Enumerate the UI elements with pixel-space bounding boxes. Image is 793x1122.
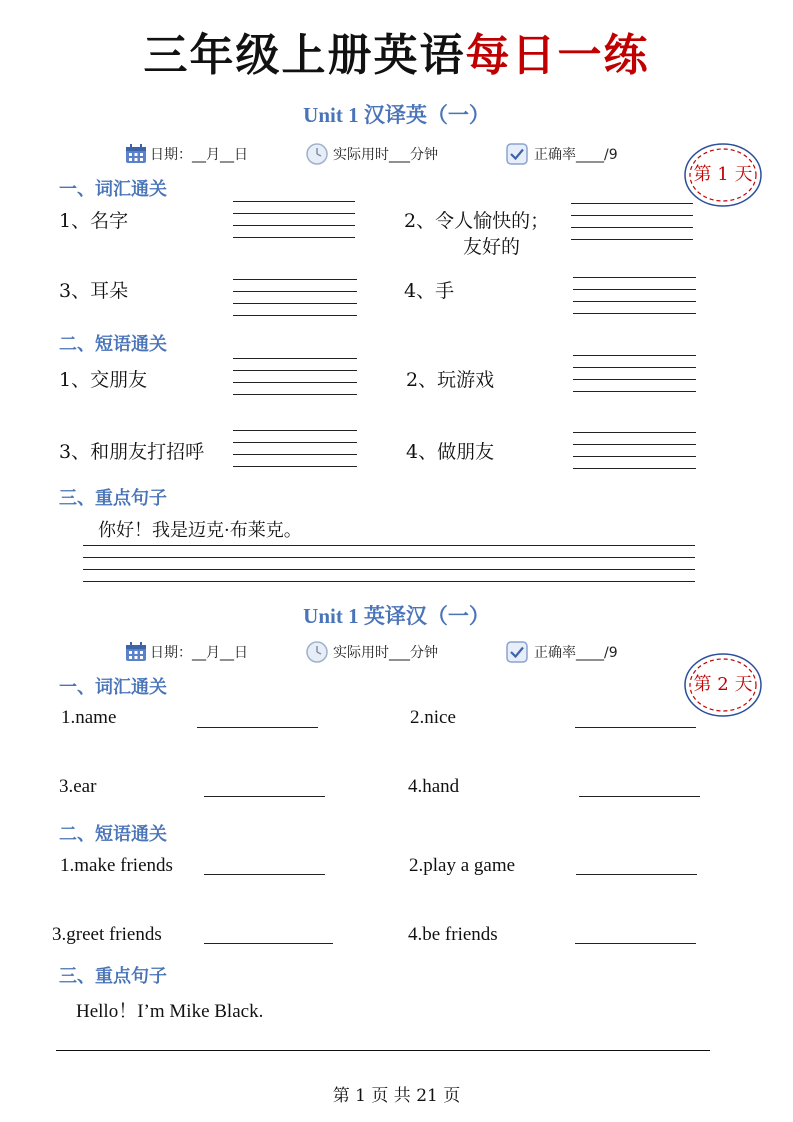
vocab-item-en-4: 4.hand	[408, 776, 460, 797]
answer-line-phrase-en-4[interactable]	[575, 943, 696, 944]
vocab-item-3: 3、耳朵	[59, 280, 129, 302]
time-label-1: 实际用时___分钟	[333, 147, 438, 163]
date-label-2: 日期：__月__日	[150, 645, 248, 661]
checkbox-icon	[506, 143, 528, 165]
phrase-item-en-2: 2.play a game	[409, 855, 516, 876]
phrase-item-4: 4、做朋友	[406, 441, 495, 463]
stamp-label-1: 第 1 天	[693, 164, 753, 185]
sentence-prompt-2: Hello！I’m Mike Black.	[76, 1001, 264, 1022]
section-heading-sentence-2: 三、重点句子	[59, 966, 167, 987]
answer-line-sentence-2[interactable]	[56, 1050, 710, 1051]
answer-line-en-4[interactable]	[579, 796, 700, 797]
date-field-1	[125, 144, 248, 164]
time-field-2	[306, 641, 438, 663]
calendar-icon	[125, 144, 147, 164]
calendar-icon	[125, 642, 147, 662]
section-heading-vocab-1: 一、词汇通关	[59, 179, 167, 200]
answer-line-phrase-en-1[interactable]	[204, 874, 325, 875]
accuracy-field-2	[506, 641, 618, 663]
clock-icon	[306, 143, 328, 165]
title-main: 三年级上册英语	[143, 30, 466, 81]
section-heading-vocab-2: 一、词汇通关	[59, 677, 167, 698]
time-field-1	[306, 143, 438, 165]
section-heading-phrase-1: 二、短语通关	[59, 334, 167, 355]
page-title	[0, 30, 793, 82]
answer-line-en-3[interactable]	[204, 796, 325, 797]
section-heading-sentence-1: 三、重点句子	[59, 488, 167, 509]
vocab-item-en-3: 3.ear	[59, 776, 97, 797]
date-field-2	[125, 642, 248, 662]
answer-line-phrase-en-3[interactable]	[204, 943, 333, 944]
vocab-item-2-cont: 友好的	[463, 236, 521, 258]
stamp-label-2: 第 2 天	[693, 674, 753, 695]
vocab-item-2: 2、令人愉快的；	[404, 210, 550, 232]
phrase-item-en-4: 4.be friends	[408, 924, 498, 945]
answer-line-en-1[interactable]	[197, 727, 318, 728]
phrase-item-en-3: 3.greet friends	[52, 924, 162, 945]
vocab-item-4: 4、手	[404, 280, 455, 302]
section-heading-phrase-2: 二、短语通关	[59, 824, 167, 845]
time-label-2: 实际用时___分钟	[333, 645, 438, 661]
vocab-item-en-1: 1.name	[61, 707, 117, 728]
vocab-item-en-2: 2.nice	[410, 707, 456, 728]
unit-title-2: Unit 1 英译汉（一）	[303, 604, 490, 628]
clock-icon	[306, 641, 328, 663]
phrase-item-1: 1、交朋友	[59, 369, 148, 391]
checkbox-icon	[506, 641, 528, 663]
unit-title-1: Unit 1 汉译英（一）	[303, 103, 490, 127]
phrase-item-3: 3、和朋友打招呼	[59, 441, 205, 463]
accuracy-label-2: 正确率____/9	[534, 645, 618, 661]
page-footer: 第 1 页 共 21 页	[332, 1086, 461, 1106]
answer-line-phrase-en-2[interactable]	[576, 874, 697, 875]
accuracy-label-1: 正确率____/9	[534, 147, 618, 163]
answer-line-en-2[interactable]	[575, 727, 696, 728]
date-label-1: 日期：__月__日	[150, 147, 248, 163]
phrase-item-en-1: 1.make friends	[60, 855, 173, 876]
title-accent: 每日一练	[465, 30, 650, 81]
accuracy-field-1	[506, 143, 618, 165]
sentence-prompt-1: 你好！我是迈克·布莱克。	[98, 520, 302, 541]
phrase-item-2: 2、玩游戏	[406, 369, 495, 391]
vocab-item-1: 1、名字	[59, 210, 129, 232]
